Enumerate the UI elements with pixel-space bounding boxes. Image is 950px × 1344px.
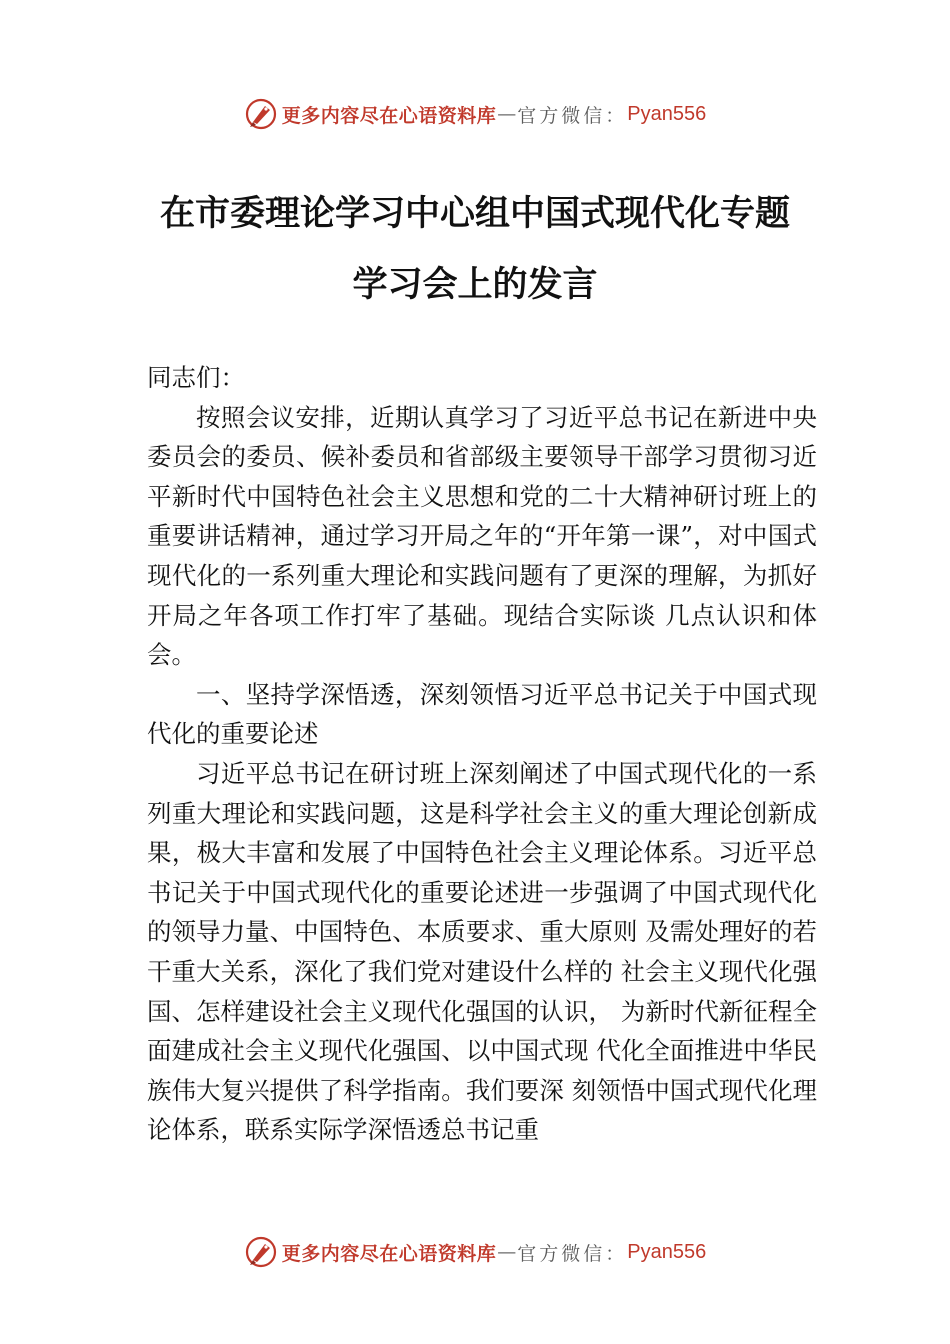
greeting: 同志们： <box>147 363 245 392</box>
banner-promo-text: 更多内容尽在心语资料库 <box>281 104 497 127</box>
footer-banner <box>0 1232 950 1272</box>
document-title-line-2: 学习会上的发言 <box>352 264 598 305</box>
banner-wechat-id: Pyan556 <box>627 102 707 125</box>
paragraph-intro: 按照会议安排，近期认真学习了习近平总书记在新进中央委员会的委员、候补委员和省部级主要领导干部学习贯彻习近平新时代中国特色社会主义思想和党的二十大精神研讨班上的重要讲话精神，通过学习开局之年的“开年第一课”，对中国式现代化的一系列重大理论和实践问题有了更深的理解，为抓好开局之年各项工作打牢了基础。现结合实际谈 几点认识和体会。 <box>147 402 817 670</box>
header-banner <box>0 94 950 134</box>
banner-dash: — <box>497 103 517 125</box>
paragraph-section-1: 习近平总书记在研讨班上深刻阐述了中国式现代化的一系列重大理论和实践问题，这是科学社会主义的重大理论创新成果，极大丰富和发展了中国特色社会主义理论体系。习近平总书记关于中国式现代化的重要论述进一步强调了中国式现代化的领导力量、中国特色、本质要求、重大原则 及需处理好的若干重大关系，深化了我们党对建设什么样的 社会主义现代化强国、怎样建设社会主义现代化强国的认识， 为新时代新征程全面建成社会主义现代化强国、以中国式现 代化全面推进中华民族伟大复兴提供了科学指南。我们要深 刻领悟中国式现代化理论体系，联系实际学深悟透总书记重 <box>147 758 817 1145</box>
pen-nib-logo-icon <box>244 1235 278 1269</box>
document-body <box>147 358 817 1150</box>
footer-wechat-label: 官方微信： <box>517 1242 628 1265</box>
footer-dash: — <box>497 1241 517 1263</box>
section-heading-1: 一、坚持学深悟透，深刻领悟习近平总书记关于中国式现代化的重要论述 <box>147 679 817 749</box>
document-title-line-1: 在市委理论学习中心组中国式现代化专题 <box>159 193 790 234</box>
pen-nib-logo-icon <box>244 97 278 131</box>
footer-promo-text: 更多内容尽在心语资料库 <box>281 1242 497 1265</box>
banner-wechat-label: 官方微信： <box>517 104 628 127</box>
footer-wechat-id: Pyan556 <box>627 1240 707 1263</box>
